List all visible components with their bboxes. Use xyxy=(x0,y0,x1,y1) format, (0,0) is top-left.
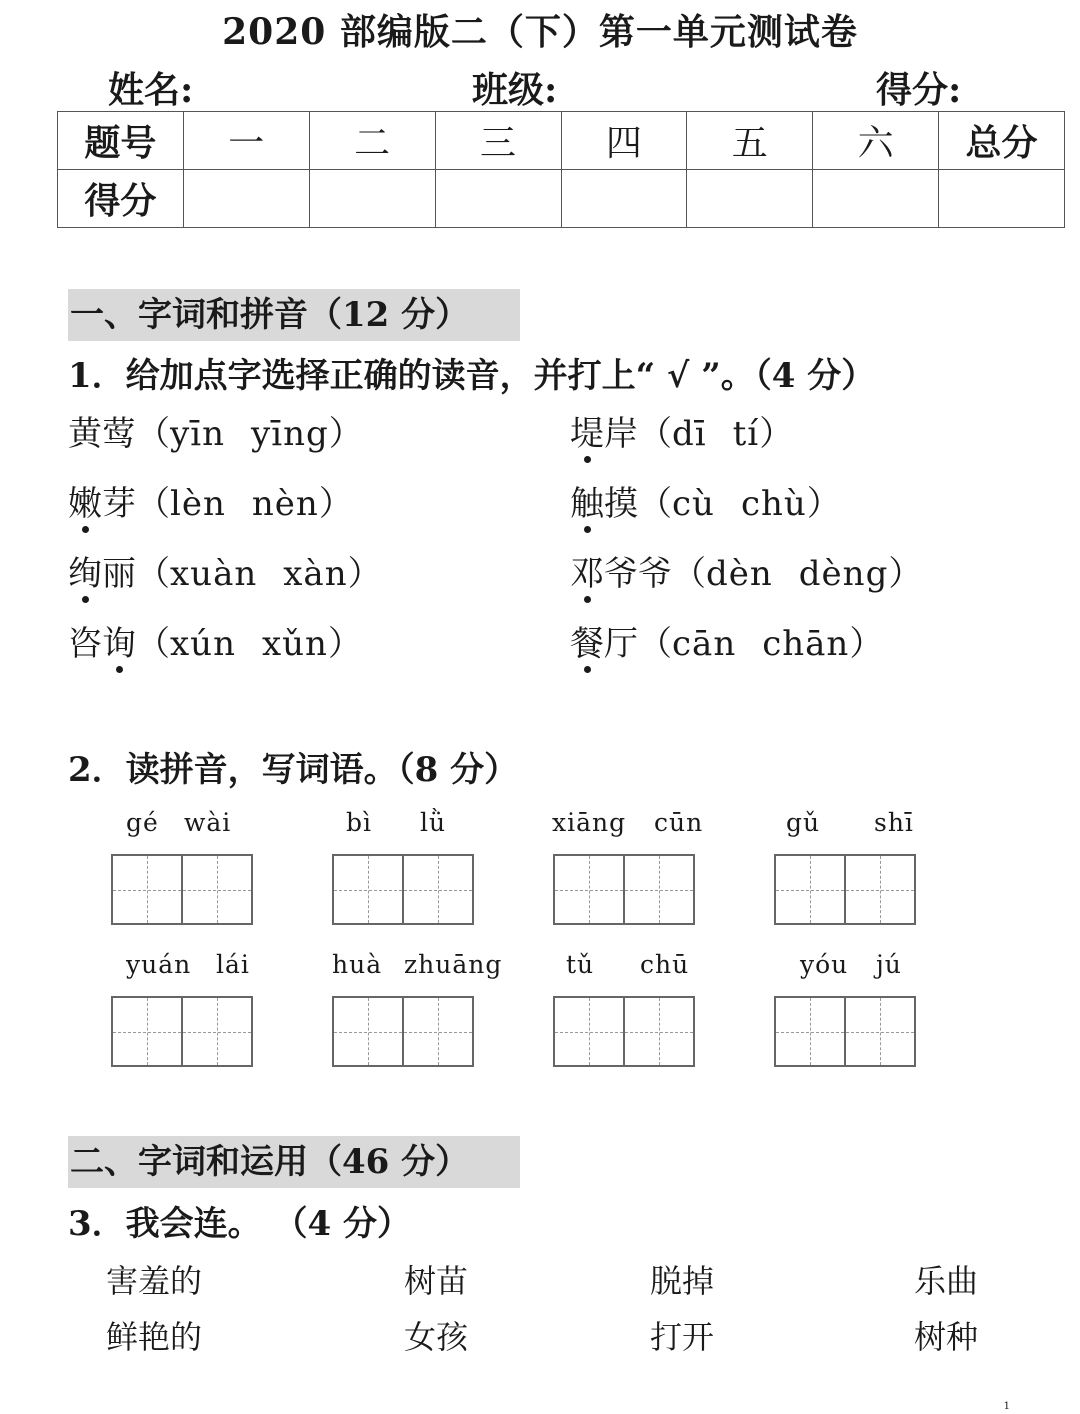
pinyin-option[interactable]: yīng xyxy=(250,414,329,454)
pinyin-label: bì xyxy=(346,808,372,837)
char-box[interactable] xyxy=(111,996,253,1067)
match-word[interactable]: 害羞的 xyxy=(106,1262,203,1300)
pron-word: 爷爷 xyxy=(604,554,672,594)
pron-word: 芽 xyxy=(102,484,136,524)
pron-item-2: 堤岸（dī tí） xyxy=(570,406,793,455)
match-word[interactable]: 树种 xyxy=(914,1318,979,1356)
pinyin-label: jú xyxy=(876,950,902,979)
dotted-char: 触 xyxy=(570,476,604,525)
pinyin-option[interactable]: cān xyxy=(672,624,737,664)
char-box[interactable] xyxy=(332,854,474,925)
pinyin-label: gé xyxy=(126,808,159,837)
pinyin-label: lǜ xyxy=(420,808,447,837)
pinyin-option[interactable]: xuàn xyxy=(170,554,258,594)
dotted-char: 询 xyxy=(102,616,136,665)
score-cell-6[interactable] xyxy=(813,170,939,228)
pron-word: 咨 xyxy=(68,624,102,664)
pinyin-option[interactable]: xǔn xyxy=(261,624,328,664)
score-table xyxy=(57,111,1065,228)
question-3-title: 3．我会连。 （4 分） xyxy=(68,1204,411,1244)
char-box[interactable] xyxy=(111,854,253,925)
pron-word: 黄莺 xyxy=(68,414,136,454)
pinyin-label: cūn xyxy=(654,808,704,837)
score-cell-3[interactable] xyxy=(435,170,561,228)
pron-item-3: 嫩芽（lèn nèn） xyxy=(68,476,353,525)
score-cell-5[interactable] xyxy=(687,170,813,228)
class-label: 班级: xyxy=(472,69,558,111)
pron-item-8: 餐厅（cān chān） xyxy=(570,616,883,665)
pinyin-option[interactable]: chù xyxy=(740,484,807,524)
pinyin-label: yóu xyxy=(800,950,849,979)
score-cell-2[interactable] xyxy=(309,170,435,228)
score-table-score-row xyxy=(58,170,1065,228)
score-table-col-1: 一 xyxy=(183,112,309,170)
pinyin-label: gǔ xyxy=(786,808,821,837)
pinyin-label: xiāng xyxy=(552,808,627,837)
question-1-title: 1．给加点字选择正确的读音，并打上“ √ ”。（4 分） xyxy=(68,356,876,396)
char-box[interactable] xyxy=(553,854,695,925)
score-cell-1[interactable] xyxy=(183,170,309,228)
pinyin-option[interactable]: xún xyxy=(170,624,236,664)
char-box[interactable] xyxy=(553,996,695,1067)
question-2-title: 2．读拼音，写词语。（8 分） xyxy=(68,750,519,790)
pron-word: 摸 xyxy=(604,484,638,524)
pron-item-6: 邓爷爷（dèn dèng） xyxy=(570,546,922,595)
pron-item-5: 绚丽（xuàn xàn） xyxy=(68,546,382,595)
score-table-col-total: 总分 xyxy=(939,112,1065,170)
pinyin-label: lái xyxy=(216,950,250,979)
match-word[interactable]: 树苗 xyxy=(404,1262,469,1300)
pinyin-option[interactable]: nèn xyxy=(251,484,319,524)
dotted-char: 嫩 xyxy=(68,476,102,525)
score-cell-4[interactable] xyxy=(561,170,687,228)
score-table-col-4: 四 xyxy=(561,112,687,170)
score-table-col-6: 六 xyxy=(813,112,939,170)
pinyin-label: yuán xyxy=(126,950,192,979)
pinyin-label: zhuāng xyxy=(404,950,503,979)
pinyin-label: shī xyxy=(874,808,914,837)
dotted-char: 绚 xyxy=(68,546,102,595)
pron-item-7: 咨询（xún xǔn） xyxy=(68,616,362,665)
match-word[interactable]: 脱掉 xyxy=(650,1262,715,1300)
char-box[interactable] xyxy=(332,996,474,1067)
match-word[interactable]: 打开 xyxy=(650,1318,715,1356)
match-word[interactable]: 鲜艳的 xyxy=(106,1318,203,1356)
score-table-col-3: 三 xyxy=(435,112,561,170)
pinyin-option[interactable]: dī xyxy=(672,414,707,454)
page-number: 1 xyxy=(1003,1401,1010,1412)
pron-item-1: 黄莺（yīn yīng） xyxy=(68,414,363,454)
score-table-col-2: 二 xyxy=(309,112,435,170)
score-cell-total[interactable] xyxy=(939,170,1065,228)
pron-word: 丽 xyxy=(102,554,136,594)
dotted-char: 堤 xyxy=(570,406,604,455)
pron-word: 厅 xyxy=(604,624,638,664)
score-table-header-row xyxy=(58,112,1065,170)
char-box[interactable] xyxy=(774,854,916,925)
pinyin-option[interactable]: yīn xyxy=(170,414,225,454)
pron-item-4: 触摸（cù chù） xyxy=(570,476,841,525)
char-box[interactable] xyxy=(774,996,916,1067)
name-label: 姓名: xyxy=(108,69,194,111)
match-word[interactable]: 女孩 xyxy=(404,1318,469,1356)
dotted-char: 餐 xyxy=(570,616,604,665)
score-label: 得分: xyxy=(876,69,962,111)
pinyin-option[interactable]: lèn xyxy=(170,484,226,524)
pinyin-option[interactable]: dèng xyxy=(798,554,889,594)
pinyin-option[interactable]: dèn xyxy=(706,554,773,594)
pinyin-option[interactable]: cù xyxy=(672,484,715,524)
pinyin-label: chū xyxy=(640,950,690,979)
score-table-row-label: 得分 xyxy=(58,170,184,228)
pinyin-label: huà xyxy=(332,950,383,979)
section-1-header: 一、字词和拼音（12 分） xyxy=(68,289,520,341)
pinyin-option[interactable]: chān xyxy=(762,624,850,664)
pinyin-option[interactable]: tí xyxy=(732,414,760,454)
pinyin-option[interactable]: xàn xyxy=(283,554,348,594)
score-table-col-5: 五 xyxy=(687,112,813,170)
pron-word: 岸 xyxy=(604,414,638,454)
score-table-header-label: 题号 xyxy=(58,112,184,170)
pinyin-label: tǔ xyxy=(566,950,595,979)
dotted-char: 邓 xyxy=(570,546,604,595)
match-word[interactable]: 乐曲 xyxy=(914,1262,979,1300)
section-2-header: 二、字词和运用（46 分） xyxy=(68,1136,520,1188)
page-title: 2020 部编版二（下）第一单元测试卷 xyxy=(222,11,858,53)
pinyin-label: wài xyxy=(184,808,232,837)
